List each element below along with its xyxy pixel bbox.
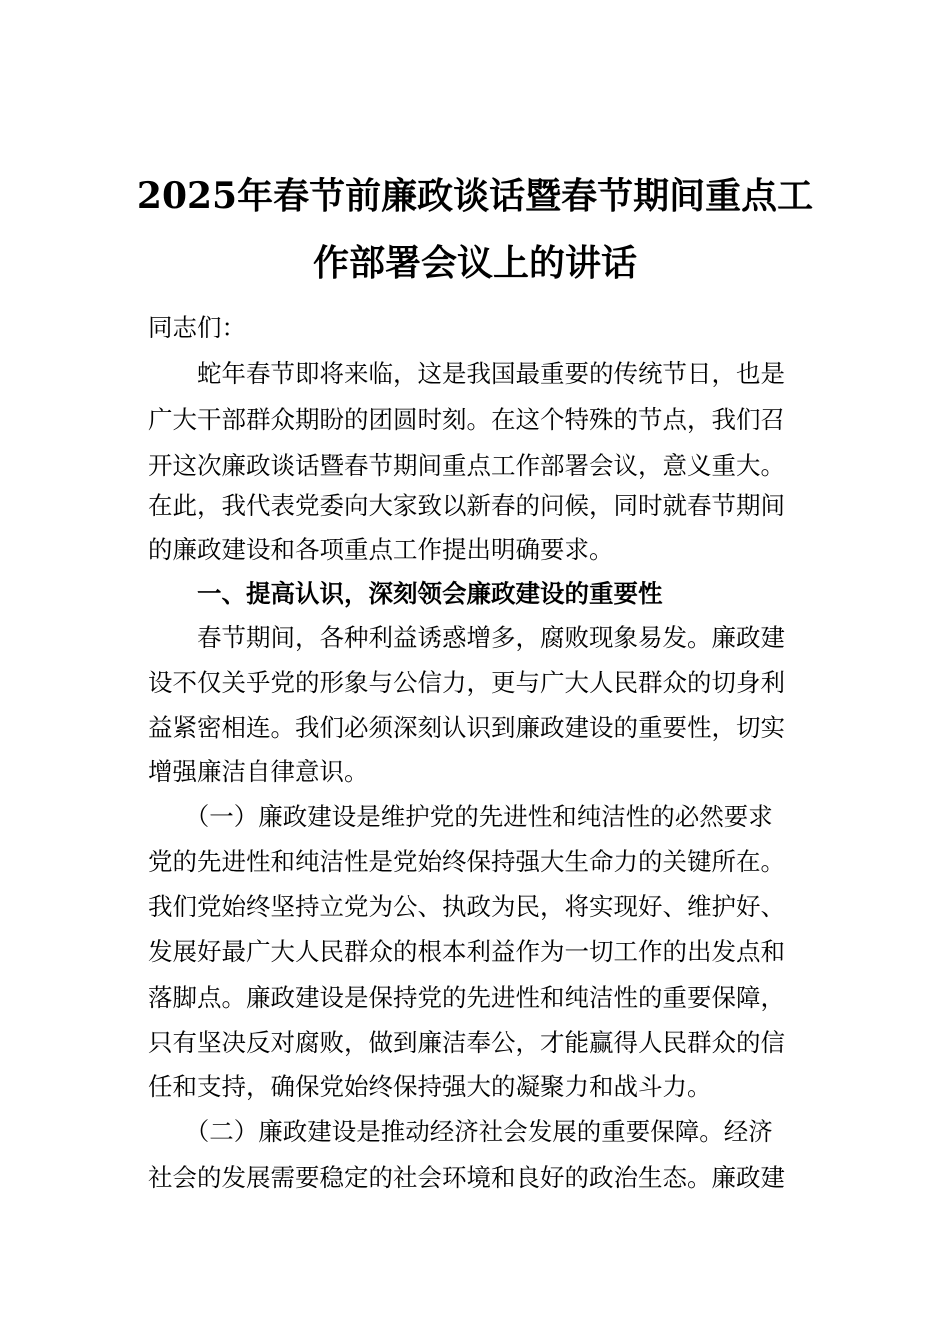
body-line: 党的先进性和纯洁性是党始终保持强大生命力的关键所在。 bbox=[148, 847, 785, 876]
subsection-heading-1: （一）廉政建设是维护党的先进性和纯洁性的必然要求 bbox=[148, 802, 773, 831]
document-title-line-2: 作部署会议上的讲话 bbox=[312, 242, 637, 284]
section-heading-1: 一、提高认识，深刻领会廉政建设的重要性 bbox=[148, 579, 663, 608]
body-line: 设不仅关乎党的形象与公信力，更与广大人民群众的切身利 bbox=[148, 668, 785, 697]
body-line: 增强廉洁自律意识。 bbox=[148, 757, 369, 786]
body-line: 任和支持，确保党始终保持强大的凝聚力和战斗力。 bbox=[148, 1072, 712, 1101]
body-line: 开这次廉政谈话暨春节期间重点工作部署会议，意义重大。 bbox=[148, 451, 785, 480]
body-line: 只有坚决反对腐败，做到廉洁奉公，才能赢得人民群众的信 bbox=[148, 1028, 785, 1057]
body-line: 我们党始终坚持立党为公、执政为民，将实现好、维护好、 bbox=[148, 892, 785, 921]
body-line: 广大干部群众期盼的团圆时刻。在这个特殊的节点，我们召 bbox=[148, 405, 785, 434]
document-title-line-1: 2025年春节前廉政谈话暨春节期间重点工 bbox=[136, 175, 814, 217]
body-line: 春节期间，各种利益诱惑增多，腐败现象易发。廉政建 bbox=[148, 623, 785, 652]
body-line: 在此，我代表党委向大家致以新春的问候，同时就春节期间 bbox=[148, 491, 785, 520]
body-line: 蛇年春节即将来临，这是我国最重要的传统节日，也是 bbox=[148, 359, 785, 388]
salutation: 同志们： bbox=[148, 313, 246, 342]
body-line: 社会的发展需要稳定的社会环境和良好的政治生态。廉政建 bbox=[148, 1163, 785, 1192]
body-line: 的廉政建设和各项重点工作提出明确要求。 bbox=[148, 535, 614, 564]
body-line: 益紧密相连。我们必须深刻认识到廉政建设的重要性，切实 bbox=[148, 713, 785, 742]
subsection-heading-2: （二）廉政建设是推动经济社会发展的重要保障。经济 bbox=[148, 1117, 773, 1146]
body-line: 落脚点。廉政建设是保持党的先进性和纯洁性的重要保障， bbox=[148, 983, 785, 1012]
body-line: 发展好最广大人民群众的根本利益作为一切工作的出发点和 bbox=[148, 937, 785, 966]
